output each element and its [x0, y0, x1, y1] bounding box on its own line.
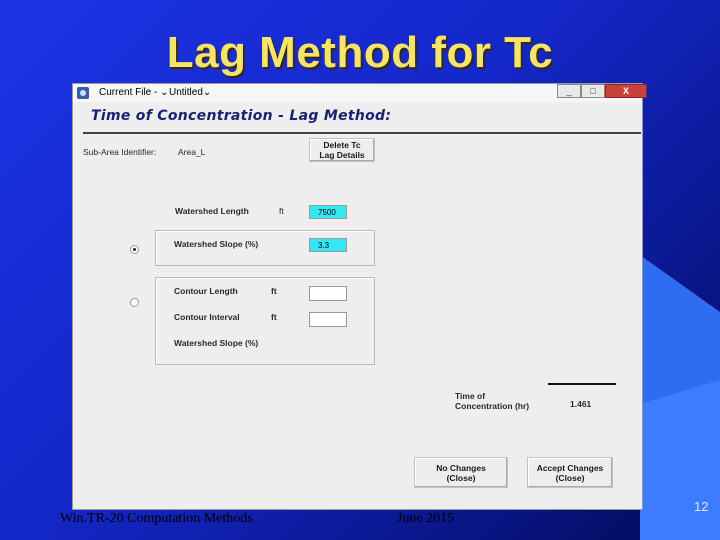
tc-lag-window	[72, 83, 643, 510]
slide-title: Lag Method for Tc	[166, 28, 554, 77]
subarea-value: Area_L	[178, 147, 206, 157]
current-file-menu[interactable]	[99, 87, 169, 98]
contour-length-unit: ft	[271, 286, 277, 296]
close-button[interactable]: X	[605, 84, 647, 98]
accept-changes-line2: (Close)	[555, 472, 585, 483]
toc-label	[455, 391, 529, 411]
watershed-slope-input[interactable]: 3.3	[309, 238, 347, 252]
contour-interval-input[interactable]	[309, 312, 347, 327]
maximize-button[interactable]: □	[581, 84, 605, 98]
heading-divider	[83, 132, 641, 134]
contour-slope-label: Watershed Slope (%)	[174, 338, 259, 348]
dropdown-icon: ⌄	[202, 87, 212, 98]
subarea-label: Sub-Area Identifier:	[83, 147, 157, 157]
page-heading: Time of Concentration - Lag Method:	[91, 108, 392, 124]
footer-left: Win.TR-20 Computation Methods	[60, 511, 253, 526]
method-radio-contour[interactable]	[130, 298, 139, 307]
slide-decoration-strip	[640, 380, 720, 540]
accept-changes-line1: Accept Changes	[536, 462, 604, 473]
no-changes-line1: No Changes	[436, 462, 486, 473]
delete-button-line2: Lag Details	[319, 150, 365, 160]
current-file-label: Current File -	[99, 87, 161, 98]
toc-label-line2: Concentration (hr)	[455, 401, 530, 411]
contour-length-input[interactable]	[309, 286, 347, 301]
file-name-label: Untitled	[169, 87, 203, 98]
app-icon	[77, 87, 89, 99]
delete-tc-lag-details-button[interactable]	[309, 138, 375, 162]
file-name-menu[interactable]	[169, 87, 211, 98]
window-controls	[557, 84, 647, 98]
contour-group	[155, 277, 375, 365]
watershed-slope-group	[155, 230, 375, 266]
minimize-button[interactable]: _	[557, 84, 581, 98]
no-changes-button[interactable]	[414, 457, 508, 488]
title-bar	[73, 84, 642, 102]
watershed-length-label: Watershed Length	[175, 206, 249, 216]
contour-interval-label: Contour Interval	[174, 312, 240, 322]
toc-value-underline	[548, 383, 616, 385]
dropdown-icon: ⌄	[160, 87, 169, 98]
accept-changes-button[interactable]	[527, 457, 613, 488]
contour-length-label: Contour Length	[174, 286, 238, 296]
toc-value: 1.461	[570, 399, 592, 409]
footer-center: June 2015	[397, 511, 455, 526]
watershed-slope-label: Watershed Slope (%)	[174, 239, 259, 249]
method-radio-watershed-slope[interactable]	[130, 245, 139, 254]
page-number: 12	[694, 499, 709, 514]
delete-button-line1: Delete Tc	[323, 140, 361, 150]
toc-label-line1: Time of	[455, 391, 486, 401]
contour-interval-unit: ft	[271, 312, 277, 322]
no-changes-line2: (Close)	[446, 472, 476, 483]
watershed-length-input[interactable]: 7500	[309, 205, 347, 219]
watershed-length-unit: ft	[279, 206, 284, 216]
